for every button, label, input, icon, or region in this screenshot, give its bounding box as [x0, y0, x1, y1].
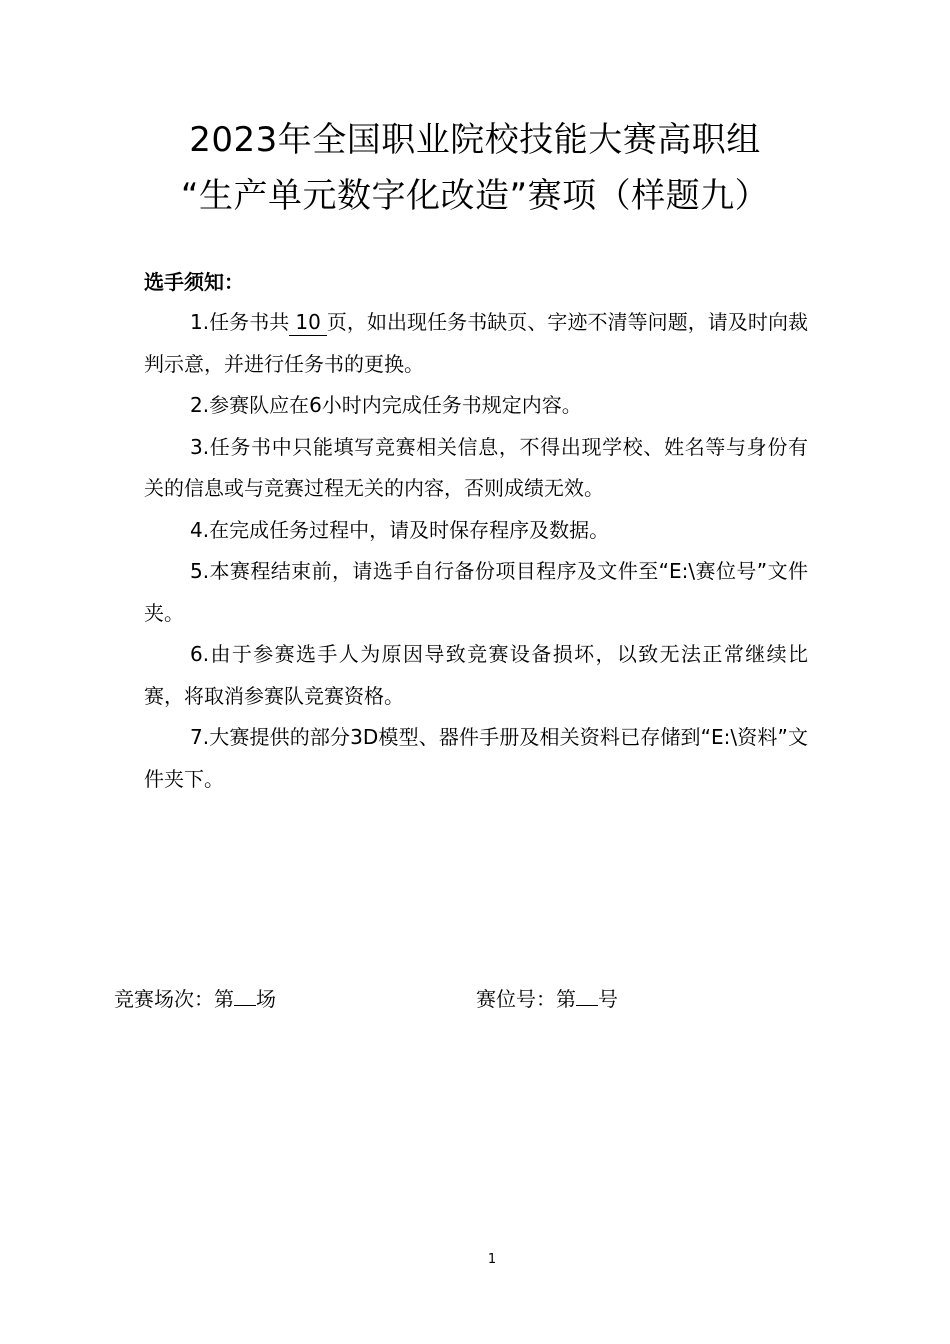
rule-1-prefix: 1.任务书共 [190, 310, 290, 334]
rule-2: 2.参赛队应在6小时内完成任务书规定内容。 [190, 393, 582, 417]
rule-4: 4.在完成任务过程中，请及时保存程序及数据。 [190, 517, 610, 542]
page-number: 1 [487, 1252, 497, 1267]
rule-1-suffix: 页，如出现任务书缺页、字迹不清等问题，请及时向裁判示意，并进行任务书的更换。 [144, 310, 808, 376]
seat-blank[interactable] [576, 985, 598, 1006]
notice-heading: 选手须知： [144, 270, 244, 294]
rule-1 [144, 302, 808, 385]
venue-field [114, 984, 276, 1014]
venue-label: 竞赛场次：第 [114, 987, 234, 1011]
venue-blank[interactable] [234, 985, 256, 1006]
seat-label: 赛位号：第 [476, 987, 576, 1011]
seat-field [476, 984, 618, 1014]
rule-3: 3.任务书中只能填写竞赛相关信息，不得出现学校、姓名等与身份有关的信息或与竞赛过程无关的内容，否则成绩无效。 [144, 434, 808, 500]
rule-5: 5.本赛程结束前，请选手自行备份项目程序及文件至“E:\赛位号”文件夹。 [144, 559, 808, 625]
rule-6: 6.由于参赛选手人为原因导致竞赛设备损坏，以致无法正常继续比赛，将取消参赛队竞赛资格。 [144, 642, 808, 708]
title-line-2: “生产单元数字化改造”赛项（样题九） [180, 176, 770, 216]
venue-suffix: 场 [256, 987, 276, 1011]
seat-suffix: 号 [598, 987, 618, 1011]
rules-list [144, 302, 808, 800]
rule-7: 7.大赛提供的部分3D模型、器件手册及相关资料已存储到“E:\资料”文件夹下。 [144, 725, 808, 791]
page-count-blank: 10 [289, 309, 326, 336]
title-line-1: 2023年全国职业院校技能大赛高职组 [189, 120, 761, 160]
document-title [0, 112, 950, 224]
